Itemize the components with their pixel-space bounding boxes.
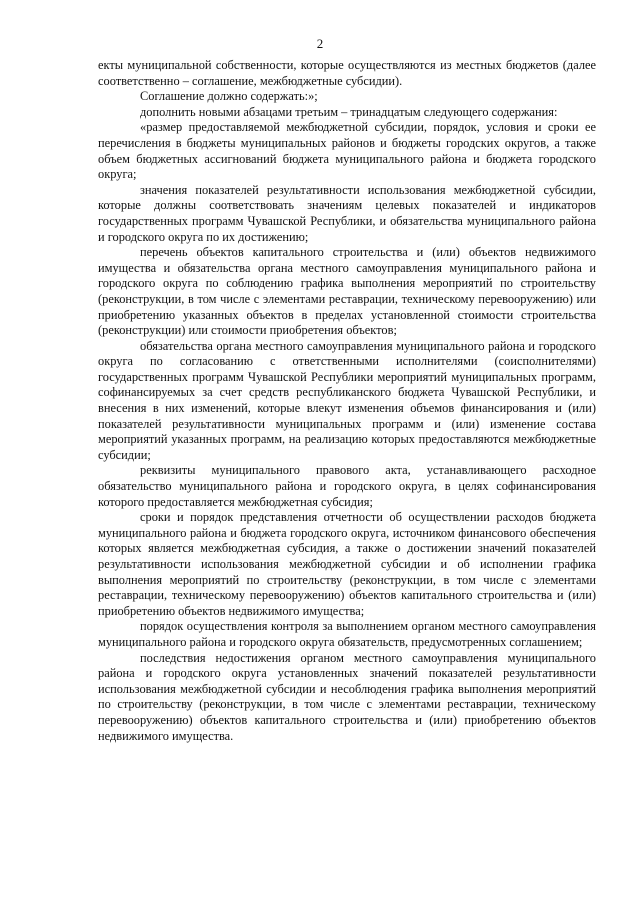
paragraph: «размер предоставляемой межбюджетной субсидии, порядок, условия и сроки ее перечисления в бюджеты муниципальных районов и бюджеты городских округов, а также объем бюджетных ассигнований бюджета муниципального района и бюджета городского округа; [98, 120, 596, 182]
page-number: 2 [316, 36, 324, 51]
paragraph: реквизиты муниципального правового акта, устанавливающего расходное обязательство муниципального района и городского округа, в целях софинансирования которого предоставляется межбюджетная субсидия; [98, 463, 596, 509]
paragraph: сроки и порядок представления отчетности об осуществлении расходов бюджета муниципального района и бюджета городского округа, источником финансового обеспечения которых является межбюджетная субсидия, а также о достижении значений показателей результативности использования межбюджетной субсидии и об исполнении графика выполнения мероприятий по строительству (реконструкции, в том числе с элементами реставрации, техническому перевооружению) объектов капитального строительства и (или) приобретению объектов недвижимого имущества; [98, 510, 596, 618]
paragraph: обязательства органа местного самоуправления муниципального района и городского округа по согласованию с ответственными исполнителями (соисполнителями) государственных программ Чувашской Республики мероприятий муниципальных программ, софинансируемых за счет средств республиканского бюджета Чувашской Республики, и внесения в них изменений, которые влекут изменения объемов финансирования и (или) показателей результативности муниципальных программ и (или) изменение состава мероприятий указанных программ, на реализацию которых предоставляются межбюджетные субсидии; [98, 338, 596, 462]
paragraph: перечень объектов капитального строительства и (или) объектов недвижимого имущества и обязательства органа местного самоуправления муниципального района и городского округа по соблюдению графика выполнения мероприятий по строительству (реконструкции, в том числе с элементами реставрации, техническому перевооружению) или приобретению указанных объектов в пределах установленной стоимости строительства (реконструкции) или стоимости приобретения объектов; [98, 245, 596, 338]
paragraph: порядок осуществления контроля за выполнением органом местного самоуправления муниципального района и городского округа обязательств, предусмотренных соглашением; [98, 619, 596, 649]
paragraph-continuation: екты муниципальной собственности, которые осуществляются из местных бюджетов (далее соответственно – соглашение, межбюджетные субсидии). [98, 58, 596, 88]
paragraph: последствия недостижения органом местного самоуправления муниципального района и городского округа установленных значений показателей результативности использования межбюджетной субсидии и несоблюдения графика выполнения мероприятий по строительству (реконструкции, в том числе с элементами реставрации, техническому перевооружению) объектов капитального строительства и (или) приобретению объектов недвижимого имущества. [98, 650, 596, 743]
paragraph: Соглашение должно содержать:»; [140, 89, 318, 104]
paragraph: дополнить новыми абзацами третьим – тринадцатым следующего содержания: [140, 104, 558, 119]
document-body [98, 58, 596, 744]
paragraph: значения показателей результативности использования межбюджетной субсидии, которые должны соответствовать значениям целевых показателей и индикаторов государственных программ Чувашской Республики, и обязательства муниципального района и городского округа по их достижению; [98, 182, 596, 244]
